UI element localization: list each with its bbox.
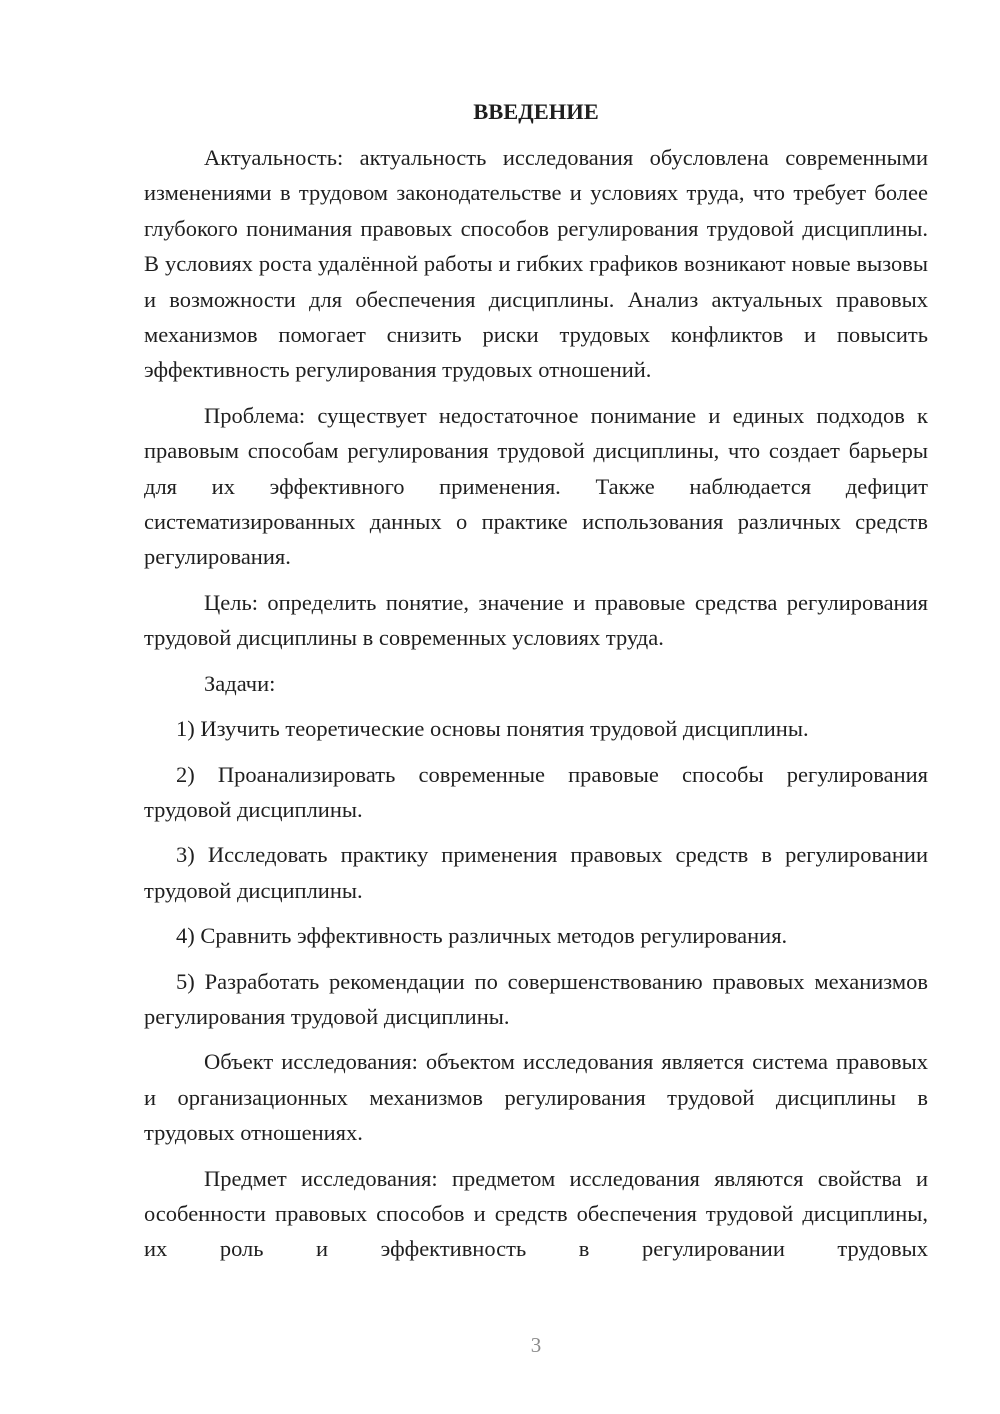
goal-paragraph: Цель: определить понятие, значение и правовые средства регулирования трудовой дисциплины в современных условиях труда. (144, 589, 928, 651)
section-heading: ВВЕДЕНИЕ (473, 99, 599, 124)
task-item: 2) Проанализировать современные правовые способы регулирования трудовой дисциплины. (144, 761, 928, 822)
task-item: 1) Изучить теоретические основы понятия трудовой дисциплины. (176, 716, 809, 742)
subject-paragraph: Предмет исследования: предметом исследования являются свойства и особенности правовых способов и средств обеспечения трудовой дисциплины, их роль и эффективность в регулировании трудовых (144, 1165, 928, 1262)
problem-paragraph: Проблема: существует недостаточное понимание и единых подходов к правовым способам регулирования трудовой дисциплины, что создает барьеры для их эффективного применения. Также наблюдается дефицит систематизированных данных о практике использования различных средств регулирования. (144, 402, 928, 570)
relevance-paragraph: Актуальность: актуальность исследования обусловлена современными изменениями в трудовом законодательстве и условиях труда, что требует более глубокого понимания правовых способов регулирования трудовой дисциплины. В условиях роста удалённой работы и гибких графиков возникают новые вызовы и возможности для обеспечения дисциплины. Анализ актуальных правовых механизмов помогает снизить риски трудовых конфликтов и повысить эффективность регулирования трудовых отношений. (144, 145, 928, 383)
task-item: 5) Разработать рекомендации по совершенствованию правовых механизмов регулирования трудовой дисциплины. (144, 968, 928, 1029)
document-body (144, 94, 928, 1277)
page-number: 3 (530, 1333, 542, 1357)
object-paragraph: Объект исследования: объектом исследования является система правовых и организационных механизмов регулирования трудовой дисциплины в трудовых отношениях. (144, 1049, 928, 1146)
tasks-heading: Задачи: (204, 670, 276, 696)
task-item: 3) Исследовать практику применения правовых средств в регулировании трудовой дисциплины. (144, 842, 928, 903)
task-item: 4) Сравнить эффективность различных методов регулирования. (176, 923, 788, 949)
